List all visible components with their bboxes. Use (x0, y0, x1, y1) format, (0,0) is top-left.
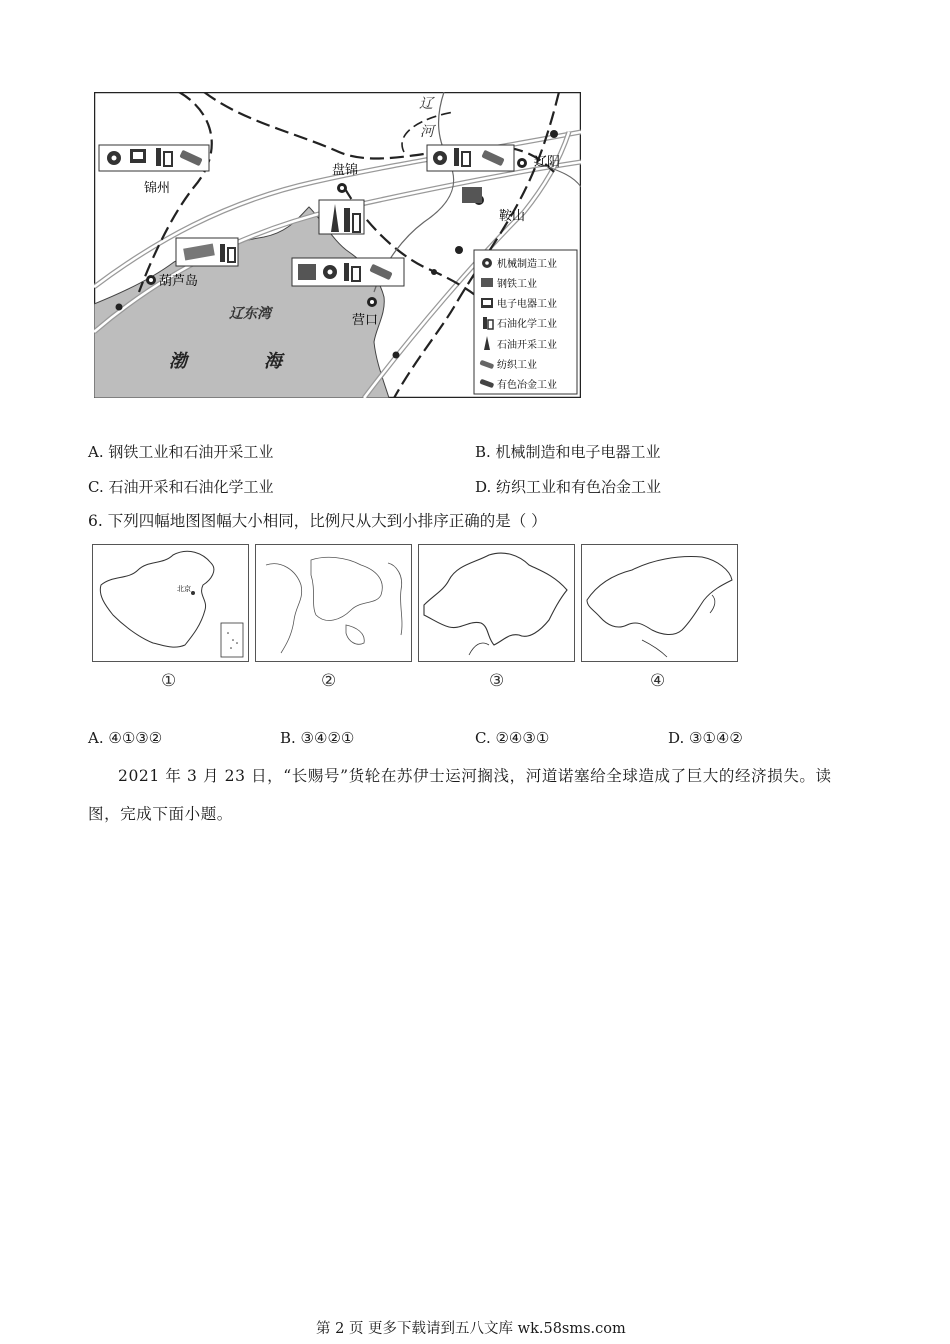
legend-label: 钢铁工业 (497, 279, 537, 290)
map-china (92, 544, 249, 662)
map-world (255, 544, 412, 662)
q5-option-b: B. 机械制造和电子电器工业 (475, 443, 661, 461)
legend-label: 机械制造工业 (497, 259, 557, 270)
map-label-2: ② (321, 671, 337, 691)
icon-box-panjin (319, 200, 364, 234)
q6-option-a: A. ④①③② (88, 729, 163, 747)
city-yingkou: 营口 (352, 313, 379, 328)
passage-line-1: 2021 年 3 月 23 日，“长赐号”货轮在苏伊士运河搁浅，河道诺塞给全球造成了巨大的经济损失。读 (118, 767, 832, 785)
legend-label: 电子电器工业 (497, 299, 557, 310)
map-legend (474, 250, 577, 394)
legend-label: 纺织工业 (497, 360, 537, 371)
icon-box-huludao (176, 238, 238, 266)
sea-label-2: 海 (264, 351, 282, 372)
city-panjin: 盘锦 (332, 163, 359, 178)
q6-stem: 6. 下列四幅地图图幅大小相同，比例尺从大到小排序正确的是（ ） (88, 512, 547, 530)
river-label-2: 河 (420, 124, 434, 140)
map-label-3: ③ (489, 671, 505, 691)
city-jinzhou: 锦州 (144, 181, 171, 196)
map-asia (581, 544, 738, 662)
q5-option-c: C. 石油开采和石油化学工业 (88, 478, 274, 496)
q6-option-b: B. ③④②① (280, 729, 355, 747)
map-label-1: ① (161, 671, 177, 691)
icon-box-liaoyang (427, 145, 514, 171)
river-label-1: 辽 (419, 96, 433, 112)
petrochemical-icon (483, 317, 487, 329)
icon-box-jinzhou (99, 145, 209, 171)
map-label-4: ④ (650, 671, 666, 691)
industry-map-svg (94, 92, 581, 398)
q5-option-d: D. 纺织工业和有色冶金工业 (475, 478, 662, 496)
legend-label: 石油化学工业 (497, 319, 557, 330)
city-anshan: 鞍山 (499, 209, 526, 224)
city-huludao: 葫芦岛 (159, 274, 199, 289)
industry-map (94, 92, 581, 398)
page-footer: 第 2 页 更多下载请到五八文库 wk.58sms.com (316, 1321, 626, 1337)
capital-label: 北京 (177, 585, 191, 593)
passage-line-2: 图，完成下面小题。 (88, 805, 233, 823)
legend-label: 石油开采工业 (497, 340, 557, 351)
steel-icon (481, 278, 493, 287)
q6-option-d: D. ③①④② (668, 729, 743, 747)
map-liaoning (418, 544, 575, 662)
icon-box-anshan (462, 187, 482, 203)
q6-option-c: C. ②④③① (475, 729, 550, 747)
city-liaoyang: 辽阳 (534, 155, 561, 170)
bay-label: 辽东湾 (229, 306, 271, 322)
icon-box-yingkou (292, 258, 404, 286)
legend-label: 有色冶金工业 (497, 380, 557, 391)
sea-label-1: 渤 (169, 351, 187, 372)
q5-option-a: A. 钢铁工业和石油开采工业 (88, 443, 274, 461)
